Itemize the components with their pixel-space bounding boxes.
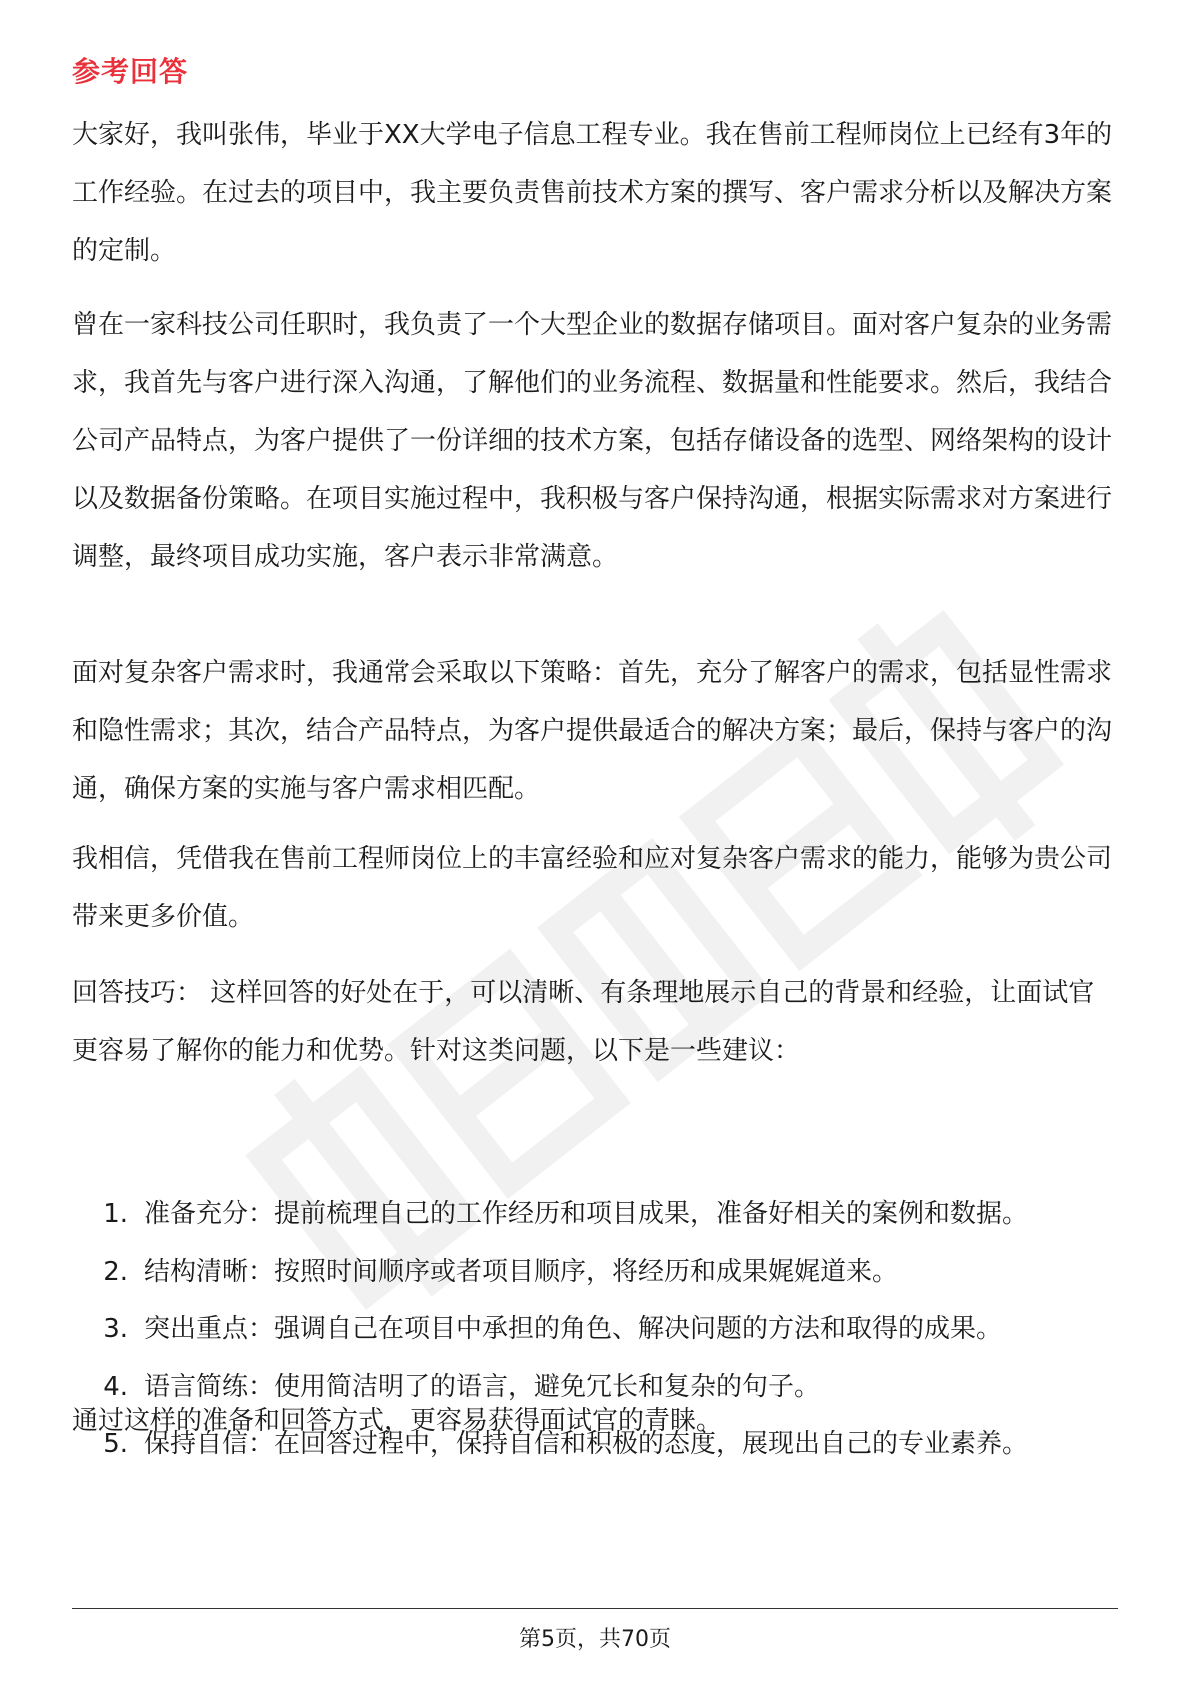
list-item-text: 语言简练：使用简洁明了的语言，避免冗长和复杂的句子。 [144,1371,821,1402]
list-number: 1. [103,1199,128,1229]
conclusion-paragraph: 我相信，凭借我在售前工程师岗位上的丰富经验和应对复杂客户需求的能力，能够为贵公司带来更多价值。 [72,844,1113,932]
list-number: 4. [103,1371,128,1402]
list-item [72,1244,1118,1302]
list-item-text: 结构清晰：按照时间顺序或者项目顺序，将经历和成果娓娓道来。 [144,1256,899,1287]
tips-intro-paragraph: 回答技巧： 这样回答的好处在于，可以清晰、有条理地展示自己的背景和经验，让面试官更容易了解你的能力和优势。针对这类问题，以下是一些建议： [72,978,1095,1066]
list-item [72,1186,1118,1244]
experience-paragraph: 曾在一家科技公司任职时，我负责了一个大型企业的数据存储项目。面对客户复杂的业务需求，我首先与客户进行深入沟通，了解他们的业务流程、数据量和性能要求。然后，我结合公司产品特点，为客户提供了一份详细的技术方案，包括存储设备的选型、网络架构的设计以及数据备份策略。在项目实施过程中，我积极与客户保持沟通，根据实际需求对方案进行调整，最终项目成功实施，客户表示非常满意。 [72,310,1113,572]
footer-divider [72,1608,1118,1609]
page-number: 第5页，共70页 [519,1627,671,1652]
list-number: 5. [103,1429,128,1460]
strategy-paragraph: 面对复杂客户需求时，我通常会采取以下策略：首先，充分了解客户的需求，包括显性需求和隐性需求；其次，结合产品特点，为客户提供最适合的解决方案；最后，保持与客户的沟通，确保方案的实施与客户需求相匹配。 [72,658,1113,804]
list-item [72,1301,1118,1359]
list-item-text: 突出重点：强调自己在项目中承担的角色、解决问题的方法和取得的成果。 [144,1314,1003,1345]
section-heading: 参考回答 [72,55,189,88]
list-number: 3. [103,1314,128,1345]
intro-paragraph: 大家好，我叫张伟，毕业于XX大学电子信息工程专业。我在售前工程师岗位上已经有3年的工作经验。在过去的项目中，我主要负责售前技术方案的撰写、客户需求分析以及解决方案的定制。 [72,120,1113,266]
list-item-text: 准备充分：提前梳理自己的工作经历和项目成果，准备好相关的案例和数据。 [144,1199,1029,1229]
list-item-text: 保持自信：在回答过程中，保持自信和积极的态度，展现出自己的专业素养。 [144,1429,1029,1460]
closing-paragraph: 通过这样的准备和回答方式，更容易获得面试官的青睐。 [72,1406,723,1436]
list-number: 2. [103,1256,128,1287]
